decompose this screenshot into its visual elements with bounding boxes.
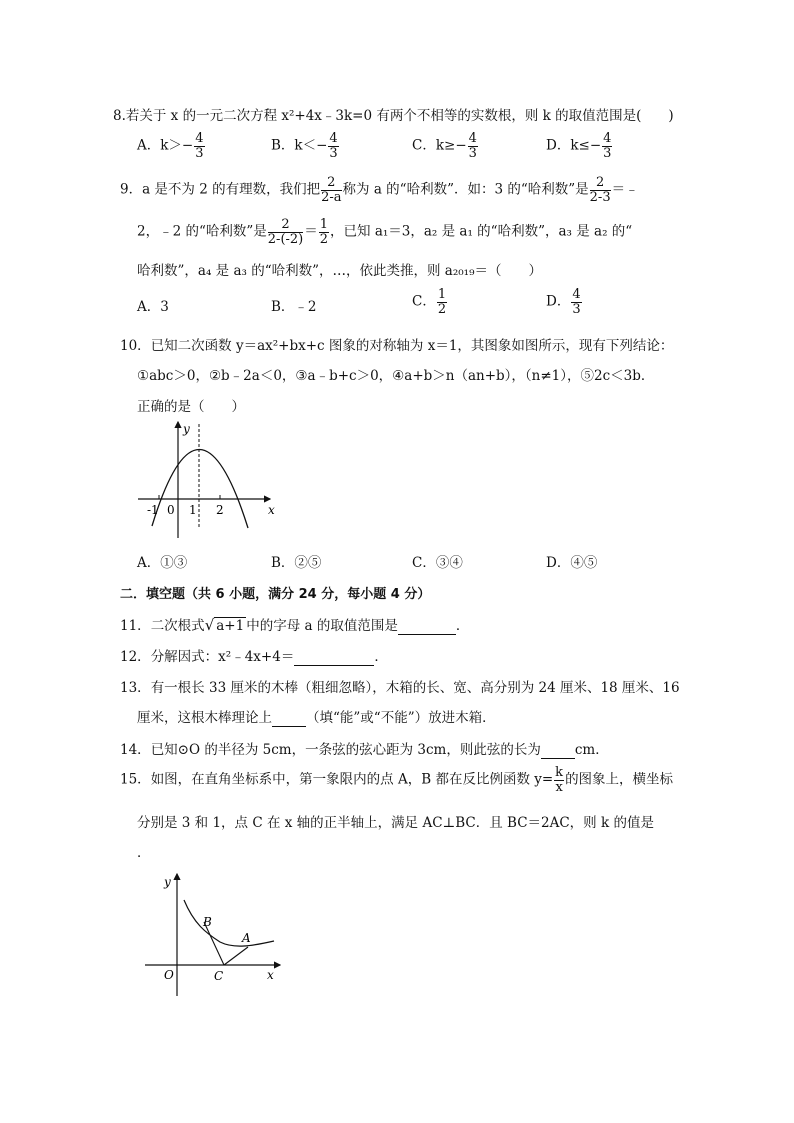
q14-answer-blank[interactable] [541, 742, 575, 759]
q9-option-a[interactable]: A．3 [137, 299, 169, 315]
point-a-label: A [242, 931, 251, 945]
q15-line2: 分别是 3 和 1，点 C 在 x 轴的正半轴上，满足 AC⊥BC．且 BC＝2AC，则 k 的值是 [137, 815, 654, 831]
q13-answer-blank[interactable] [272, 710, 306, 727]
fraction: $\frac{4}{3}$ [468, 131, 477, 161]
segment-ca [224, 947, 248, 965]
q9-option-d[interactable]: D． $\frac{4}{3}$ [546, 287, 581, 317]
fraction: $\frac{4}{3}$ [195, 131, 204, 161]
fraction: $\frac{4}{3}$ [603, 131, 612, 161]
radical: √ a+1 [204, 616, 245, 634]
fraction: $\frac{1}{2}$ [437, 287, 447, 317]
q9-line1: 9．a 是不为 2 的有理数，我们把 $\frac{2}{2-a}$ 称为 a 的“哈利数”．如：3 的“哈利数”是 $\frac{2}{2-3}$ ＝﹣ [120, 175, 639, 205]
origin-label: 0 [167, 503, 175, 517]
fraction: $\frac{4}{3}$ [329, 131, 338, 161]
q10-line1: 10．已知二次函数 y＝ax²+bx+c 图象的对称轴为 x＝1，其图象如图所示，现有下列结论： [120, 338, 674, 354]
q11: 11．二次根式√ a+1 中的字母 a 的取值范围是 ． [120, 616, 470, 634]
q8-option-a[interactable]: A．k＞− $\frac{4}{3}$ [137, 131, 204, 161]
q15-coordinate-graph [140, 870, 290, 1002]
q8-number: 8. [113, 108, 126, 124]
x-axis-label: x [268, 503, 275, 517]
y-axis-label: y [183, 422, 190, 436]
q8-option-c[interactable]: C．k≥− $\frac{4}{3}$ [412, 131, 477, 161]
y-axis-label: y [164, 875, 171, 889]
q9-line3: 哈利数”，a₄ 是 a₃ 的“哈利数”，…，依此类推，则 a₂₀₁₉＝（ ） [137, 263, 542, 279]
q10-option-c[interactable]: C．③④ [412, 555, 463, 571]
x-axis-label: x [267, 968, 274, 982]
q8-option-b[interactable]: B．k＜− $\frac{4}{3}$ [271, 131, 338, 161]
q11-answer-blank[interactable] [398, 618, 456, 635]
q8-option-d[interactable]: D．k≤− $\frac{4}{3}$ [546, 131, 612, 161]
q15-line3: ． [137, 845, 151, 861]
section-heading-fill-in: 二．填空题（共 6 小题，满分 24 分，每小题 4 分） [120, 587, 431, 602]
q10-parabola-graph [130, 418, 280, 543]
point-c-label: C [214, 969, 224, 983]
q9-option-b[interactable]: B．﹣2 [271, 299, 317, 315]
tick-minus-one: -1 [147, 503, 159, 517]
point-b-label: B [203, 915, 212, 929]
q9-line2: 2，﹣2 的“哈利数”是 $\frac{2}{2-(-2)}$ ＝ $\frac{1}{2}$ ，已知 a₁＝3，a₂ 是 a₁ 的“哈利数”，a₃ 是 a₂ 的“ [137, 217, 633, 247]
q10-option-a[interactable]: A．①③ [137, 555, 188, 571]
fraction: $\frac{1}{2}$ [319, 217, 329, 247]
fraction: $\frac{2}{2-(-2)}$ [267, 217, 304, 247]
q8-text: 若关于 x 的一元二次方程 x²+4x﹣3k=0 有两个不相等的实数根，则 k 的取值范围是( ) [125, 108, 674, 124]
q13-line1: 13．有一根长 33 厘米的木棒（粗细忽略），木箱的长、宽、高分别为 24 厘米、18 厘米、16 [120, 680, 680, 696]
origin-label: O [164, 968, 174, 982]
q10-line3: 正确的是（ ） [137, 399, 245, 415]
fraction: $\frac{2}{2-3}$ [589, 175, 611, 205]
q15-line1: 15．如图，在直角坐标系中，第一象限内的点 A，B 都在反比例函数 y= $\frac{k}{x}$ 的图象上，横坐标 [120, 765, 674, 795]
tick-two: 2 [216, 503, 224, 517]
q13-line2: 厘米，这根木棒理论上 （填“能”或“不能”）放进木箱． [137, 710, 496, 726]
fraction: $\frac{4}{3}$ [572, 287, 581, 317]
q12: 12．分解因式：x²﹣4x+4＝ ． [120, 649, 388, 665]
q12-answer-blank[interactable] [294, 649, 374, 666]
q9-option-c[interactable]: C． $\frac{1}{2}$ [412, 287, 447, 317]
q14: 14．已知⊙O 的半径为 5cm，一条弦的弦心距为 3cm，则此弦的长为 cm． [120, 742, 609, 758]
q8-stem [113, 104, 674, 124]
hyperbola-curve [184, 900, 274, 946]
q10-option-d[interactable]: D．④⑤ [546, 555, 598, 571]
tick-one: 1 [189, 503, 197, 517]
fraction: $\frac{2}{2-a}$ [321, 175, 342, 205]
q9-number: 9． [120, 181, 143, 198]
q10-line2: ①abc＞0，②b﹣2a＜0，③a﹣b+c＞0，④a+b＞n（an+b），（n≠1），⑤2c＜3b． [137, 368, 655, 384]
fraction: $\frac{k}{x}$ [555, 765, 564, 795]
q10-option-b[interactable]: B．②⑤ [271, 555, 322, 571]
q10-number: 10． [120, 338, 151, 354]
